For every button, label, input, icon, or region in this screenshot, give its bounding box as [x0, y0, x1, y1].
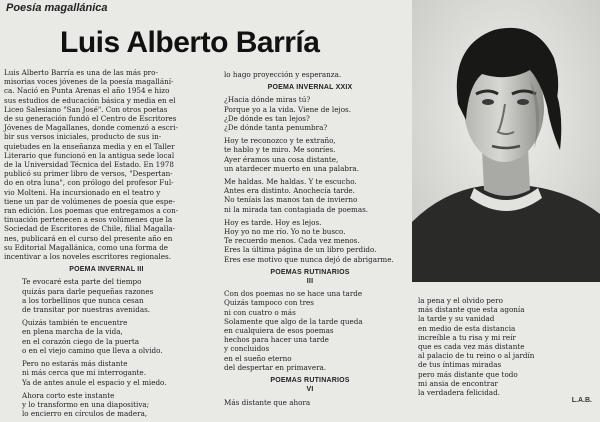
stanza	[22, 359, 209, 387]
stanza	[22, 277, 209, 314]
verse-line: ¿De dónde tanta penumbra?	[224, 123, 328, 133]
stanza	[224, 95, 410, 132]
stanza	[224, 177, 410, 214]
verse-line: Quizás tampoco con tres	[224, 298, 314, 308]
poemas-rutinarios-vi-number: VI	[306, 386, 314, 394]
poem-invernal-iii-title: POEMA INVERNAL III	[69, 266, 144, 274]
intro-line: Literario que funcionó en la antigua sede local	[4, 150, 175, 160]
verse-line: o en el viejo camino que lleva a olvido.	[22, 345, 163, 355]
poemas-rutinarios-iii-number: III	[306, 278, 314, 286]
author-signature: L.A.B.	[571, 397, 592, 404]
verse-line: Hoy es tarde. Hoy es lejos.	[224, 217, 322, 227]
headline: Luis Alberto Barría	[60, 26, 320, 59]
stanza	[224, 136, 410, 173]
intro-line: publicó su primer libro de versos, "Despertan-	[4, 169, 173, 179]
intro-line: sus estudios de educación básica y media en el	[4, 95, 176, 105]
intro-line: de su generación fundó el Centro de Escritores	[4, 114, 177, 124]
intro-line: Sociedad de Escritores de Chile, filial Magalla-	[4, 224, 176, 234]
intro-line: de la Universidad Técnica del Estado. En 1978	[4, 160, 174, 170]
intro-line: ca. Nació en Punta Arenas el año 1954 e hizo	[4, 86, 170, 96]
verse-line: al palacio de tu reino o al jardín	[418, 351, 535, 361]
poem-invernal-xxix-body	[210, 95, 410, 263]
author-portrait	[412, 0, 600, 282]
stanza	[224, 398, 410, 407]
intro-line: Jóvenes de Magallanes, donde comenzó a escri-	[4, 123, 178, 133]
verse-line: Quizás también te encuentre	[22, 318, 128, 328]
intro-line: nes, publicará en el curso del presente año en	[4, 233, 173, 243]
poemas-rutinarios-vi-body	[210, 398, 410, 407]
intro-line: Liceo Salesiano "San José". Con otros poetas	[4, 104, 168, 114]
poemas-rutinarios-vi-continuation	[416, 296, 596, 397]
intro-line: Luis Alberto Barría es una de las más pro-	[4, 68, 158, 77]
poem-continuation	[210, 70, 410, 79]
verse-line: Te evocaré esta parte del tiempo	[22, 277, 142, 287]
verse-line: Porque yo a la vida. Viene de lejos.	[224, 104, 352, 114]
right-column	[416, 296, 596, 401]
verse-line: te hablo y te miro. Me sonríes.	[224, 145, 336, 155]
verse-line: increíble a tu risa y mi reír	[418, 332, 516, 342]
verse-line: quizás para darle pequeñas razones	[22, 286, 154, 296]
intro-line: do en otra luna", con prólogo del profesor Ful-	[4, 178, 174, 188]
intro-column	[4, 68, 209, 422]
intro-paragraph	[4, 68, 209, 261]
section-label: Poesía magallánica	[6, 2, 108, 14]
verse-line: en cualquiera de esos poemas	[224, 326, 334, 336]
verse-line: a los torbellinos que nunca cesan	[22, 295, 144, 305]
verse-line: lo encierro en círculos de madera,	[22, 409, 148, 419]
verse-line: lo hago proyección y esperanza.	[224, 70, 342, 79]
verse-line: pero más distante que todo	[418, 369, 518, 379]
verse-line: en el sueño eterno	[224, 353, 292, 363]
verse-line: Con dos poemas no se hace una tarde	[224, 289, 363, 299]
verse-line: hechos para hacer una tarde	[224, 335, 329, 345]
verse-line: en medio de esta distancia	[418, 323, 516, 333]
verse-line: en el corazón ciego de la puerta	[22, 336, 139, 346]
verse-line: Más distante que ahora	[224, 397, 311, 407]
verse-line: en plena marcha de la vida,	[22, 327, 123, 337]
verse-line: Antes era distinto. Anochecía tarde.	[224, 186, 355, 196]
poem-invernal-xxix-title: POEMA INVERNAL XXIX	[267, 84, 353, 92]
verse-line: ¿Hacia dónde miras tú?	[224, 95, 311, 105]
intro-line: bir sus versos iniciales, producto de sus in-	[4, 132, 162, 142]
portrait-photo	[412, 0, 600, 282]
intro-line: quietudes en la enseñanza media y en el Taller	[4, 141, 175, 151]
verse-line: de tus íntimas miradas	[418, 360, 502, 370]
poemas-rutinarios-iii-body	[210, 289, 410, 372]
verse-line: Eres ese motivo que nunca dejó de abrigarme.	[224, 254, 394, 264]
poem-invernal-iii-body	[4, 277, 209, 418]
intro-line: misorias voces jóvenes de la poesía magallání-	[4, 77, 174, 87]
verse-line: del despertar en primavera.	[224, 362, 327, 372]
verse-line: Eres la última página de un libro perdido.	[224, 245, 377, 255]
verse-line: Hoy yo no me río. Yo no te busco.	[224, 227, 346, 237]
verse-line: de transitar por nuestras avenidas.	[22, 305, 151, 315]
verse-line: ni con cuatro o más	[224, 307, 296, 317]
intro-line: su Editorial Magallánica, como una forma de	[4, 242, 169, 252]
verse-line: ¿De dónde es tan lejos?	[224, 113, 310, 123]
verse-line: ni la mirada tan contagiada de poemas.	[224, 204, 369, 214]
verse-line: un atardecer muerto en una palabra.	[224, 163, 359, 173]
intro-line: tinuación pertenecen a esos volúmenes que la	[4, 215, 173, 225]
stanza	[22, 391, 209, 419]
verse-line: la verdadera felicidad.	[418, 388, 500, 398]
middle-column	[210, 70, 410, 411]
verse-line: Te recuerdo menos. Cada vez menos.	[224, 236, 360, 246]
verse-line: más distante que esta agonía	[418, 305, 525, 315]
stanza	[224, 218, 410, 264]
verse-line: Hoy te reconozco y te extraño,	[224, 136, 336, 146]
verse-line: No teníais las manos tan de invierno	[224, 195, 358, 205]
verse-line: Solamente que algo de la tarde queda	[224, 316, 363, 326]
verse-line: Ayer éramos una cosa distante,	[224, 154, 339, 164]
verse-line: la pena y el olvido pero	[418, 296, 503, 305]
poemas-rutinarios-iii-title: POEMAS RUTINARIOS	[270, 268, 350, 276]
stanza	[22, 318, 209, 355]
intro-line: ran edición. Los poemas que entregamos a con-	[4, 206, 179, 216]
intro-line: incentivar a los noveles escritores regionales.	[4, 252, 171, 262]
verse-line: ni más cerca que mi interrogante.	[22, 368, 146, 378]
verse-line: y concluidos	[224, 344, 270, 354]
verse-line: Me haldas. Me haldas. Y te escucho.	[224, 177, 357, 187]
verse-line: y lo transformo en una diapositiva;	[22, 399, 150, 409]
intro-line: tiene un par de volúmenes de poesía que espe-	[4, 196, 176, 206]
verse-line: mi ansia de encontrar	[418, 378, 498, 388]
stanza	[418, 296, 596, 397]
verse-line: que es cada vez más distante	[418, 342, 525, 352]
verse-line: Pero no estarás más distante	[22, 359, 128, 369]
verse-line: Ahora corto este instante	[22, 390, 115, 400]
verse-line: la tarde y su vanidad	[418, 314, 495, 324]
verse-line: Ya de antes anule el espacio y el miedo.	[22, 377, 167, 387]
poemas-rutinarios-vi-title: POEMAS RUTINARIOS	[270, 377, 350, 385]
intro-line: vio Molteni. Ha incursionado en el teatro y	[4, 187, 161, 197]
stanza	[224, 289, 410, 372]
